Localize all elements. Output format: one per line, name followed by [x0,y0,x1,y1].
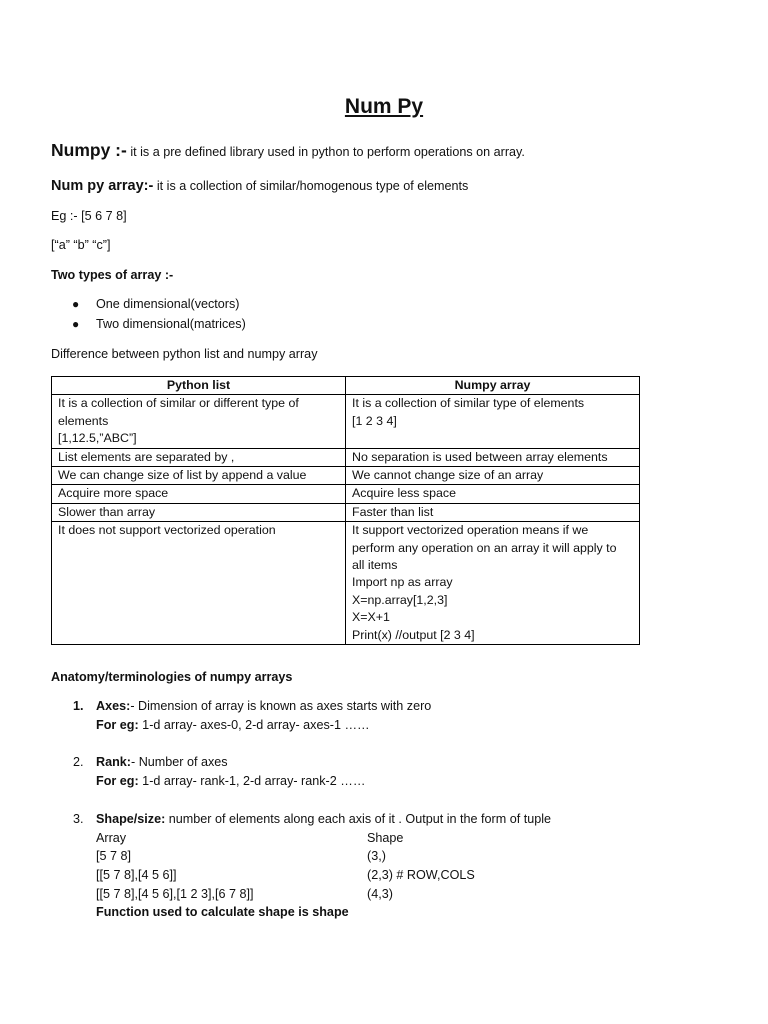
header-python-list: Python list [52,377,346,395]
item-number: 1. [73,699,84,713]
cell-text: No separation is used between array elements [352,449,608,464]
cell-text: Slower than array [58,504,156,519]
item-number: 2. [73,755,84,769]
shape-col-array: Array [96,831,127,845]
table-row [52,448,640,466]
cell-text: It is a collection of similar type of elements [352,396,585,411]
table-row [52,485,640,503]
table-cell [346,522,640,645]
difference-heading: Difference between python list and numpy array [51,347,318,361]
cell-text: [1 2 3 4] [352,413,397,428]
cell-text: It support vectorized operation means if we [352,523,589,538]
shape-row-array: [5 7 8] [96,849,132,863]
table-cell [52,467,346,485]
cell-text: elements [58,413,109,428]
item-rank [96,755,228,769]
table-cell [346,503,640,521]
cell-text: perform any operation on an array it will apply to [352,540,617,555]
cell-text: List elements are separated by , [58,449,235,464]
anatomy-heading: Anatomy/terminologies of numpy arrays [51,670,293,684]
table-cell [52,485,346,503]
table-cell [52,395,346,448]
table-cell [52,522,346,645]
example-label: For eg: [96,774,139,788]
list-item: Two dimensional(matrices) [96,317,246,331]
item-text: number of elements along each axis of it . Output in the form of tuple [165,812,552,826]
example-line-2: [“a” “b” “c”] [51,238,111,252]
item-number: 3. [73,812,84,826]
array-term: Num py array:- [51,178,154,194]
table-row [52,522,640,645]
example-text: 1-d array- axes-0, 2-d array- axes-1 …… [138,718,370,732]
cell-text: Faster than list [352,504,434,519]
shape-row-shape: (2,3) # ROW,COLS [367,868,475,882]
array-text: it is a collection of similar/homogenous type of elements [156,179,469,193]
cell-text: X=np.array[1,2,3] [352,592,448,607]
cell-text: We can change size of list by append a value [58,468,307,483]
page-title: Num Py [344,95,424,118]
header-numpy-array: Numpy array [346,377,640,395]
item-rank-example [96,774,365,788]
bullet-icon: ● [72,317,80,331]
item-shape [96,812,551,826]
table-header-row [52,377,640,395]
cell-text: [1,12.5,”ABC”] [58,431,137,446]
shape-row-array: [[5 7 8],[4 5 6]] [96,868,177,882]
numpy-text: it is a pre defined library used in python to perform operations on array. [130,145,525,159]
cell-text: X=X+1 [352,610,390,625]
table-row [52,467,640,485]
shape-row-shape: (3,) [367,849,386,863]
item-text: - Dimension of array is known as axes starts with zero [130,699,432,713]
list-item: One dimensional(vectors) [96,297,240,311]
table-cell [346,448,640,466]
cell-text: It does not support vectorized operation [58,523,276,538]
cell-text: It is a collection of similar or different type of [58,396,299,411]
table-cell [346,467,640,485]
cell-text: Import np as array [352,575,453,590]
cell-text: Acquire more space [58,486,169,501]
item-text: - Number of axes [131,755,228,769]
shape-function-note: Function used to calculate shape is shape [96,905,349,919]
bullet-icon: ● [72,297,80,311]
table-cell [346,485,640,503]
array-definition [51,178,468,194]
item-term: Axes: [96,699,131,713]
numpy-definition [51,140,525,161]
table-cell [52,448,346,466]
example-line-1: Eg :- [5 6 7 8] [51,209,127,223]
table-cell [52,503,346,521]
item-axes [96,699,431,713]
cell-text: We cannot change size of an array [352,468,544,483]
numpy-term: Numpy :- [51,140,127,160]
cell-text: all items [352,558,398,573]
table-row [52,503,640,521]
types-heading: Two types of array :- [51,268,174,282]
comparison-table [51,376,640,645]
example-text: 1-d array- rank-1, 2-d array- rank-2 …… [138,774,366,788]
cell-text: Acquire less space [352,486,456,501]
item-term: Shape/size: [96,812,166,826]
shape-row-shape: (4,3) [367,887,393,901]
shape-col-shape: Shape [367,831,404,845]
shape-row-array: [[5 7 8],[4 5 6],[1 2 3],[6 7 8]] [96,887,254,901]
table-cell [346,395,640,448]
item-axes-example [96,718,370,732]
cell-text: Print(x) //output [2 3 4] [352,627,475,642]
table-row [52,395,640,448]
example-label: For eg: [96,718,139,732]
item-term: Rank: [96,755,131,769]
